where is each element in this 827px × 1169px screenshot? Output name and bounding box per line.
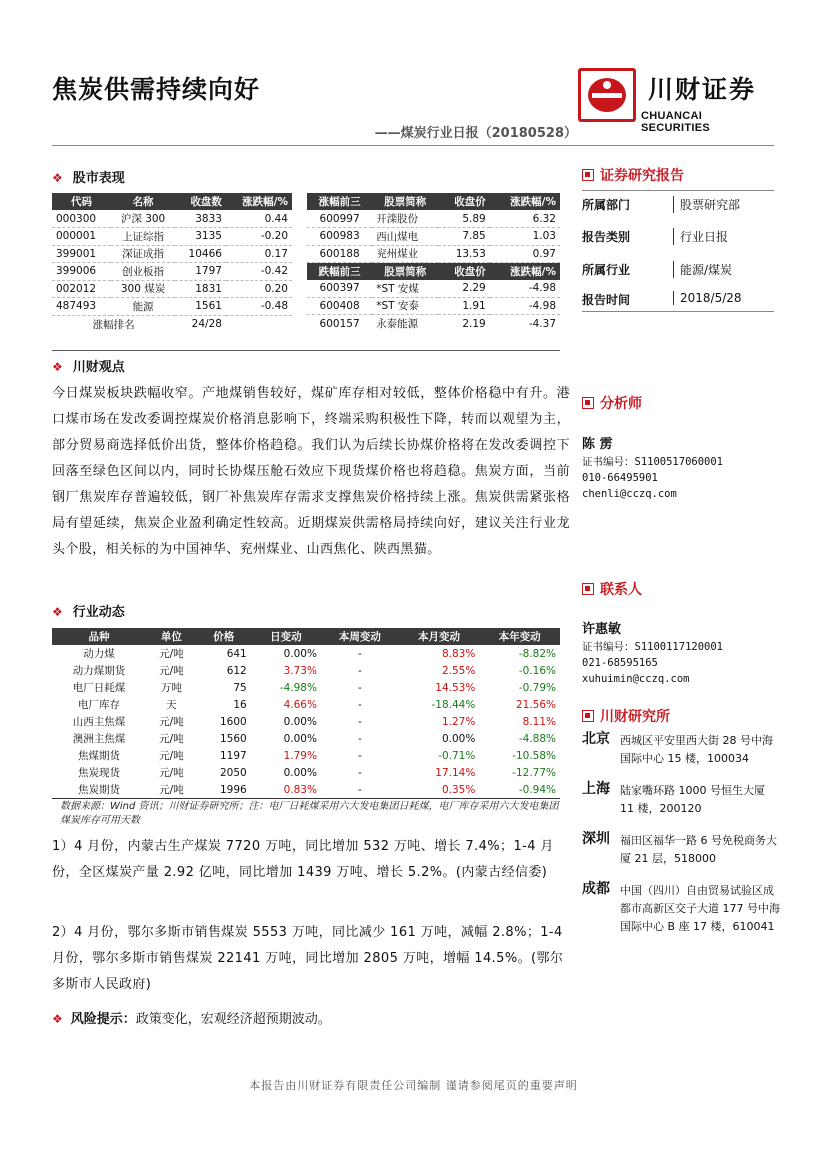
report-info-row xyxy=(582,261,782,279)
table-cell: 0.17 xyxy=(226,245,292,263)
contact-card xyxy=(582,618,723,687)
report-info-label: 报告时间 xyxy=(582,293,631,307)
table-cell: 14.53% xyxy=(435,681,476,694)
table-cell: -0.48 xyxy=(226,298,292,316)
table-cell: - xyxy=(357,681,362,694)
table-cell: - xyxy=(357,664,362,677)
table-cell: 元/吨 xyxy=(159,665,184,677)
risk-text: 政策变化，宏观经济超预期波动。 xyxy=(135,1012,331,1027)
rank-row xyxy=(52,315,292,333)
sidebar-institute-title: 川财研究所 xyxy=(600,709,670,725)
table-cell: 1197 xyxy=(220,749,247,762)
office-city: 上海 xyxy=(582,781,610,797)
table-cell: -10.58% xyxy=(512,749,556,762)
table-row xyxy=(52,228,292,246)
table-cell: 电厂日耗煤 xyxy=(72,682,126,694)
square-bullet-icon xyxy=(582,397,594,409)
table-cell: 焦炭期货 xyxy=(78,784,121,796)
table-cell: - xyxy=(357,749,362,762)
table-row xyxy=(52,645,560,662)
table-cell: 2.29 xyxy=(438,280,490,298)
table-row xyxy=(52,747,560,764)
table-cell: 21.56% xyxy=(515,698,556,711)
table-cell: 0.83% xyxy=(283,783,317,796)
table-cell: 3.73% xyxy=(283,664,317,677)
table-cell: 1600 xyxy=(220,715,247,728)
diamond-bullet-icon: ❖ xyxy=(52,360,63,374)
table-cell: 7.85 xyxy=(438,228,490,246)
table-cell: 600157 xyxy=(319,317,360,330)
table-cell: 0.97 xyxy=(490,245,560,263)
column-header: 价格 xyxy=(197,628,251,645)
section-market xyxy=(52,167,125,186)
table-cell: 元/吨 xyxy=(159,750,184,762)
report-info-value: 行业日报 xyxy=(673,228,728,245)
table-cell: - xyxy=(357,647,362,660)
logo-icon xyxy=(578,68,636,122)
table-cell: 天 xyxy=(166,699,177,711)
table-cell: 能源 xyxy=(111,298,175,316)
contact-name: 许惠敏 xyxy=(582,622,622,637)
news-item-2: 2）4 月份，鄂尔多斯市销售煤炭 5553 万吨，同比减少 161 万吨，减幅 2.8%；1-4 月份，鄂尔多斯市销售煤炭 22141 万吨，同比增加 2805 万吨，增幅 14.5%。(鄂尔多斯市人民政府) xyxy=(52,925,564,992)
news-item-1: 1）4 月份，内蒙古生产煤炭 7720 万吨，同比增加 532 万吨、增长 7.4%；1-4 月份，全区煤炭产量 2.92 亿吨，同比增加 1439 万吨、增长 5.2%。(内蒙古经信委) xyxy=(52,839,554,880)
table-cell: 1.79% xyxy=(283,749,317,762)
report-info-label: 报告类别 xyxy=(582,230,631,244)
table-cell: 75 xyxy=(233,681,247,694)
table-cell: -4.98 xyxy=(490,297,560,315)
table-cell: 焦炭现货 xyxy=(78,767,121,779)
table-cell: 600997 xyxy=(307,210,372,228)
analyst-email[interactable]: chenli@cczq.com xyxy=(582,488,677,500)
section-view-title: 川财观点 xyxy=(72,360,125,375)
table-cell: -18.44% xyxy=(431,698,476,711)
table-header-row xyxy=(52,628,560,645)
report-info-row xyxy=(582,228,782,246)
table-cell: 0.00% xyxy=(283,715,317,728)
sidebar-contact-title: 联系人 xyxy=(600,582,642,598)
table-cell: - xyxy=(357,698,362,711)
column-header: 股票简称 xyxy=(372,263,438,280)
office-city: 北京 xyxy=(582,731,610,747)
column-header: 本周变动 xyxy=(321,628,399,645)
risk-label: 风险提示： xyxy=(70,1012,136,1027)
report-info-label: 所属部门 xyxy=(582,198,631,212)
report-info-row xyxy=(582,291,782,309)
table-cell: 600397 xyxy=(307,280,372,298)
table-cell: 元/吨 xyxy=(159,733,184,745)
column-header: 收盘价 xyxy=(438,193,490,210)
table-cell: 沪深 300 xyxy=(111,210,175,228)
table-cell: 600983 xyxy=(307,228,372,246)
table-cell: 开滦股份 xyxy=(372,210,438,228)
column-header: 本月变动 xyxy=(399,628,480,645)
table-cell: 8.11% xyxy=(522,715,556,728)
diamond-bullet-icon: ❖ xyxy=(52,1012,63,1026)
table-cell: 4.66% xyxy=(283,698,317,711)
section-market-title: 股市表现 xyxy=(72,171,125,186)
column-header: 代码 xyxy=(52,193,111,210)
table-cell: -0.79% xyxy=(518,681,556,694)
table-cell: 1996 xyxy=(220,783,247,796)
report-info-value: 股票研究部 xyxy=(673,196,740,213)
column-header: 品种 xyxy=(52,628,146,645)
table-cell: 动力煤期货 xyxy=(72,665,126,677)
table-cell: 600408 xyxy=(307,297,372,315)
table-cell: 000001 xyxy=(52,228,111,246)
column-header: 日变动 xyxy=(251,628,321,645)
table-cell: 399001 xyxy=(52,245,111,263)
table-cell: 1831 xyxy=(175,280,226,298)
table-row xyxy=(307,280,560,298)
sidebar-report-title: 证券研究报告 xyxy=(600,168,684,184)
table-cell: 创业板指 xyxy=(111,263,175,281)
view-paragraph: 今日煤炭板块跌幅收窄。产地煤销售较好，煤矿库存相对较低，整体价格稳中有升。港口煤市场在发改委调控煤炭价格消息影响下，终端采购积极性下降，转而以观望为主，部分贸易商选择低价出货，整体价格趋稳。我们认为后续长协煤价格将在发改委调控下回落至绿色区间以内，同时长协煤压舱石效应下现货煤价格也将趋稳。焦炭方面，当前钢厂焦炭库存普遍较低，钢厂补焦炭库存需求支撑焦炭价格持续上涨。焦炭供需紧张格局有望延续，焦炭企业盈利确定性较高。近期煤炭供需格局持续向好，建议关注行业龙头个股，相关标的为中国神华、兖州煤业、山西焦化、陕西黑猫。 xyxy=(52,386,570,557)
square-bullet-icon xyxy=(582,583,594,595)
table-row xyxy=(52,210,292,228)
table-cell: 000300 xyxy=(52,210,111,228)
table-cell: 元/吨 xyxy=(159,784,184,796)
contact-email[interactable]: xuhuimin@cczq.com xyxy=(582,673,690,685)
industry-data-note: 数据来源：Wind 资讯；川财证券研究所；注：电厂日耗煤采用六大发电集团日耗煤，电厂库存采用六大发电集团煤炭库存可用天数 xyxy=(60,801,559,826)
table-cell: 2050 xyxy=(220,766,247,779)
table-cell: 万吨 xyxy=(160,682,182,694)
table-row xyxy=(307,210,560,228)
column-header: 本年变动 xyxy=(479,628,560,645)
table-cell: 2.55% xyxy=(441,664,476,677)
table-cell: 1797 xyxy=(175,263,226,281)
table-cell: 13.53 xyxy=(438,245,490,263)
market-index-table xyxy=(52,193,292,333)
square-bullet-icon xyxy=(582,710,594,722)
table-row xyxy=(52,679,560,696)
column-header: 涨跌幅/% xyxy=(490,263,560,280)
table-cell: -0.16% xyxy=(518,664,556,677)
table-cell: -4.98% xyxy=(279,681,317,694)
sidebar-report-heading xyxy=(582,165,684,185)
square-bullet-icon xyxy=(582,169,594,181)
table-row xyxy=(52,730,560,747)
table-row xyxy=(52,764,560,781)
table-cell: 0.00% xyxy=(441,732,476,745)
table-cell: 兖州煤业 xyxy=(372,245,438,263)
table-cell: 0.20 xyxy=(226,280,292,298)
table-row xyxy=(52,713,560,730)
page-footer: 本报告由川财证券有限责任公司编制 谨请参阅尾页的重要声明 xyxy=(249,1079,578,1092)
market-movers-table xyxy=(307,193,560,332)
industry-price-table xyxy=(52,628,560,799)
table-cell: -8.82% xyxy=(518,647,556,660)
analyst-card xyxy=(582,433,723,502)
office-address: 中国（四川）自由贸易试验区成都市高新区交子大道 177 号中海国际中心 B 座 17 楼，610041 xyxy=(620,884,780,933)
logo-name-en: CHUANCAI SECURITIES xyxy=(641,110,711,134)
table-row xyxy=(307,245,560,263)
report-subtitle: ——煤炭行业日报（20180528） xyxy=(374,126,577,141)
table-cell: 600188 xyxy=(307,245,372,263)
report-info-label: 所属行业 xyxy=(582,263,631,277)
risk-notice xyxy=(52,1008,331,1027)
table-cell: 永泰能源 xyxy=(376,318,419,330)
table-cell: 山西主焦煤 xyxy=(72,716,126,728)
table-cell: 10466 xyxy=(175,245,226,263)
table-cell: 0.00% xyxy=(283,766,317,779)
table-cell: 002012 xyxy=(52,280,111,298)
office-address: 西城区平安里西大街 28 号中海国际中心 15 楼，100034 xyxy=(620,734,773,765)
table-row xyxy=(52,263,292,281)
column-header: 涨跌幅/% xyxy=(226,193,292,210)
column-header: 名称 xyxy=(111,193,175,210)
table-header-row xyxy=(307,263,560,280)
table-row xyxy=(307,228,560,246)
report-info-value: 2018/5/28 xyxy=(673,291,742,305)
rank-value: 24/28 xyxy=(191,318,222,330)
table-cell: 澳洲主焦煤 xyxy=(72,733,126,745)
table-cell: 3135 xyxy=(175,228,226,246)
table-row xyxy=(52,280,292,298)
table-cell: 深证成指 xyxy=(111,245,175,263)
table-cell: 612 xyxy=(226,664,247,677)
sidebar-divider xyxy=(582,311,774,312)
analyst-cert: 证书编号：S1100517060001 xyxy=(582,456,724,468)
table-cell: 上证综指 xyxy=(111,228,175,246)
table-row xyxy=(52,298,292,316)
office-address: 福田区福华一路 6 号免税商务大厦 21 层，518000 xyxy=(620,834,777,865)
column-header: 收盘数 xyxy=(175,193,226,210)
table-cell: -0.20 xyxy=(226,228,292,246)
table-row xyxy=(52,781,560,798)
table-cell: -12.77% xyxy=(512,766,556,779)
table-cell: 300 煤炭 xyxy=(111,280,175,298)
table-cell: 1560 xyxy=(220,732,247,745)
column-header: 跌幅前三 xyxy=(307,263,372,280)
analyst-name: 陈 雳 xyxy=(582,437,613,452)
table-row xyxy=(52,662,560,679)
header-divider xyxy=(52,145,774,146)
table-cell: 1561 xyxy=(175,298,226,316)
table-cell: 8.83% xyxy=(441,647,476,660)
table-cell: - xyxy=(357,766,362,779)
page-title: 焦炭供需持续向好 xyxy=(52,75,261,104)
table-cell: - xyxy=(357,732,362,745)
table-cell: 2.19 xyxy=(462,317,486,330)
diamond-bullet-icon: ❖ xyxy=(52,605,63,619)
table-cell: *ST 安泰 xyxy=(372,297,438,315)
column-header: 股票简称 xyxy=(372,193,438,210)
table-cell: *ST 安煤 xyxy=(372,280,438,298)
table-cell: 399006 xyxy=(52,263,111,281)
table-cell: 元/吨 xyxy=(159,767,184,779)
table-cell: 电厂库存 xyxy=(78,699,121,711)
report-info-row xyxy=(582,196,782,214)
table-cell: 0.35% xyxy=(441,783,476,796)
sidebar-institute-heading xyxy=(582,706,670,726)
table-cell: - xyxy=(357,715,362,728)
table-cell: 元/吨 xyxy=(159,648,184,660)
market-divider xyxy=(52,350,560,351)
contact-cert: 证书编号：S1100117120001 xyxy=(582,641,724,653)
report-info-value: 能源/煤炭 xyxy=(673,261,732,278)
column-header: 收盘价 xyxy=(438,263,490,280)
table-cell: 0.44 xyxy=(226,210,292,228)
table-header-row xyxy=(307,193,560,210)
rank-label: 涨幅排名 xyxy=(92,318,135,331)
table-row xyxy=(307,315,560,333)
table-cell: -4.88% xyxy=(518,732,556,745)
table-row xyxy=(307,297,560,315)
table-cell xyxy=(226,315,292,333)
sidebar-analyst-title: 分析师 xyxy=(600,396,642,412)
section-industry-title: 行业动态 xyxy=(72,605,125,620)
table-cell: -0.42 xyxy=(226,263,292,281)
diamond-bullet-icon: ❖ xyxy=(52,171,63,185)
table-cell: -0.71% xyxy=(438,749,476,762)
table-cell: 0.00% xyxy=(283,732,317,745)
table-cell: 1.27% xyxy=(441,715,476,728)
table-cell: 动力煤 xyxy=(83,648,115,660)
section-view xyxy=(52,356,125,375)
table-cell: 487493 xyxy=(52,298,111,316)
sidebar-contact-heading xyxy=(582,579,642,599)
table-cell: -4.37 xyxy=(528,317,556,330)
table-cell: 西山煤电 xyxy=(372,228,438,246)
office-city: 深圳 xyxy=(582,831,610,847)
table-cell: -0.94% xyxy=(518,783,556,796)
table-cell: 17.14% xyxy=(435,766,476,779)
logo-name-cn: 川财证券 xyxy=(648,75,757,104)
table-cell: 6.32 xyxy=(490,210,560,228)
table-cell: 3833 xyxy=(175,210,226,228)
column-header: 单位 xyxy=(146,628,197,645)
sidebar-analyst-heading xyxy=(582,393,642,413)
table-cell: -4.98 xyxy=(490,280,560,298)
analyst-phone: 010-66495901 xyxy=(582,472,658,484)
table-cell: 641 xyxy=(226,647,247,660)
table-cell: 0.00% xyxy=(283,647,317,660)
table-cell: - xyxy=(357,783,362,796)
table-cell: 1.03 xyxy=(490,228,560,246)
table-cell: 焦煤期货 xyxy=(78,750,121,762)
office-city: 成都 xyxy=(582,881,610,897)
table-cell: 1.91 xyxy=(438,297,490,315)
table-cell: 5.89 xyxy=(438,210,490,228)
table-cell: 16 xyxy=(233,698,247,711)
sidebar-divider xyxy=(582,190,774,191)
table-row xyxy=(52,696,560,713)
office-address: 陆家嘴环路 1000 号恒生大厦 11 楼，200120 xyxy=(620,784,765,815)
contact-phone: 021-68595165 xyxy=(582,657,658,669)
table-cell: 元/吨 xyxy=(159,716,184,728)
table-header-row xyxy=(52,193,292,210)
company-logo xyxy=(578,68,774,134)
column-header: 涨幅前三 xyxy=(307,193,372,210)
table-row xyxy=(52,245,292,263)
column-header: 涨跌幅/% xyxy=(490,193,560,210)
section-industry xyxy=(52,601,125,620)
